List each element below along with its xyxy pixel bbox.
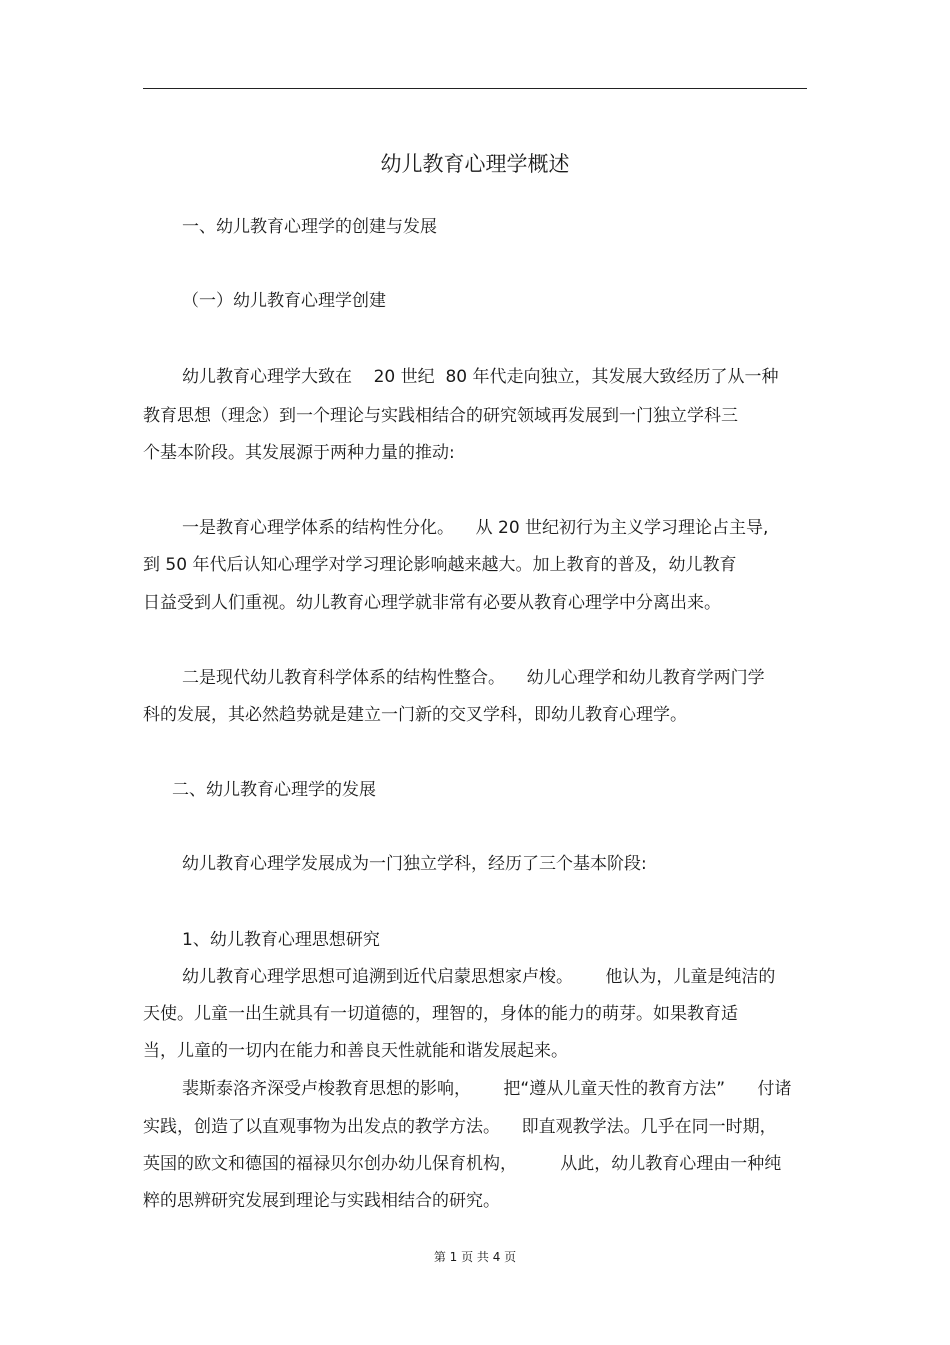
paragraph-line: 天使。儿童一出生就具有一切道德的，理智的，身体的能力的萌芽。如果教育适 (143, 1004, 738, 1024)
section-heading-1: 一、幼儿教育心理学的创建与发展 (182, 217, 437, 237)
paragraph-line: 日益受到人们重视。幼儿教育心理学就非常有必要从教育心理学中分离出来。 (143, 593, 721, 613)
paragraph-line: 当，儿童的一切内在能力和善良天性就能和谐发展起来。 (143, 1041, 568, 1061)
paragraph-line: 教育思想（理念）到一个理论与实践相结合的研究领域再发展到一门独立学科三 (143, 406, 738, 426)
paragraph-line: 个基本阶段。其发展源于两种力量的推动: (143, 443, 455, 463)
paragraph-line: 一是教育心理学体系的结构性分化。 从 20 世纪初行为主义学习理论占主导, (182, 518, 769, 538)
paragraph-line: 到 50 年代后认知心理学对学习理论影响越来越大。加上教育的普及，幼儿教育 (143, 555, 737, 575)
paragraph-line: 科的发展，其必然趋势就是建立一门新的交叉学科，即幼儿教育心理学。 (143, 705, 687, 725)
subsection-heading-1: （一）幼儿教育心理学创建 (182, 291, 386, 311)
section-heading-2: 二、幼儿教育心理学的发展 (172, 780, 376, 800)
paragraph-line: 二是现代幼儿教育科学体系的结构性整合。 幼儿心理学和幼儿教育学两门学 (182, 668, 765, 688)
paragraph-line: 幼儿教育心理学发展成为一门独立学科，经历了三个基本阶段: (182, 854, 647, 874)
subsection-heading-2: 1、幼儿教育心理思想研究 (182, 930, 380, 950)
paragraph-line: 英国的欧文和德国的福禄贝尔创办幼儿保育机构， 从此，幼儿教育心理由一种纯 (143, 1154, 782, 1174)
paragraph-line: 实践，创造了以直观事物为出发点的教学方法。 即直观教学法。几乎在同一时期， (143, 1117, 777, 1137)
page-footer: 第 1 页 共 4 页 (433, 1250, 517, 1264)
paragraph-line: 裴斯泰洛齐深受卢梭教育思想的影响， 把“遵从儿童天性的教育方法” 付诸 (182, 1079, 792, 1099)
header-rule (143, 88, 807, 89)
paragraph-line: 粹的思辨研究发展到理论与实践相结合的研究。 (143, 1191, 500, 1211)
page-title: 幼儿教育心理学概述 (380, 152, 570, 176)
paragraph-line: 幼儿教育心理学大致在 20 世纪 80 年代走向独立，其发展大致经历了从一种 (182, 367, 779, 387)
paragraph-line: 幼儿教育心理学思想可追溯到近代启蒙思想家卢梭。 他认为，儿童是纯洁的 (182, 967, 776, 987)
